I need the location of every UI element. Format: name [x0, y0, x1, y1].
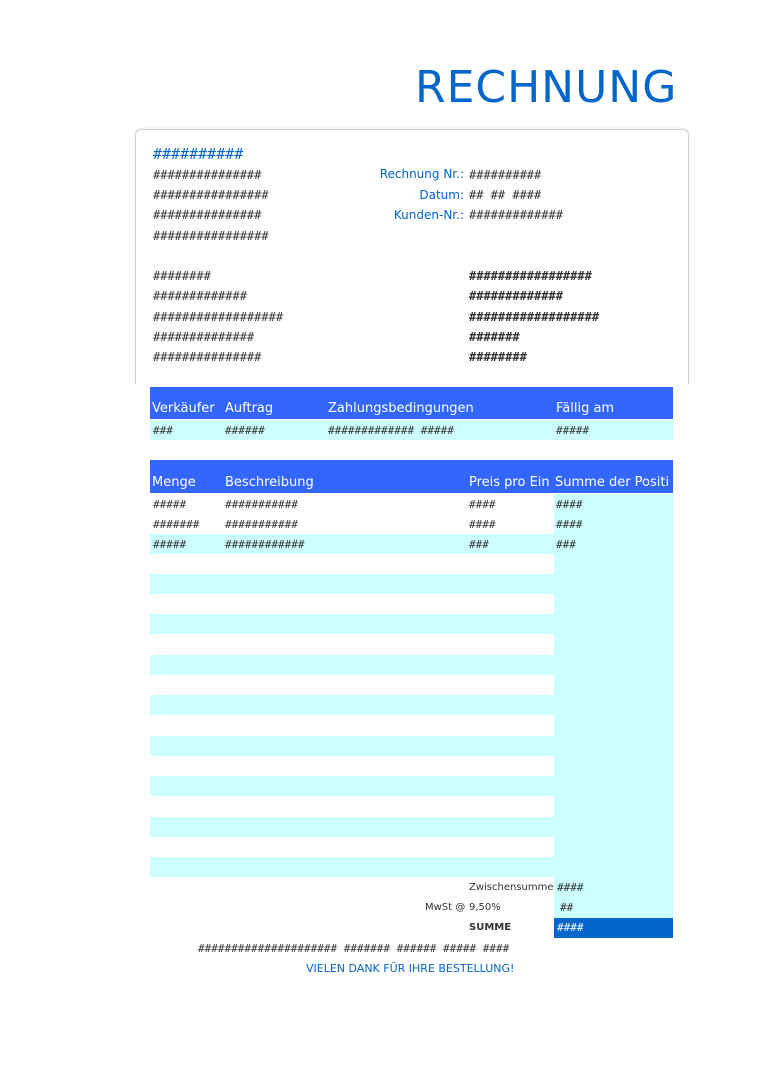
item-description: ###########: [225, 498, 298, 511]
item-unit-price: ###: [469, 538, 489, 551]
bill-to-line-3: ##################: [153, 310, 284, 324]
customer-number-label: Kunden-Nr.:: [393, 208, 464, 222]
item-description: ###########: [225, 518, 298, 531]
table-row: [150, 494, 673, 514]
table-row-stripe: [150, 574, 554, 594]
company-address-line-3: ###############: [153, 208, 262, 222]
bill-to-line-4: ##############: [153, 330, 255, 344]
ship-to-line-2: #############: [469, 289, 563, 303]
total-value: ####: [557, 921, 584, 934]
invoice-title: RECHNUNG: [415, 62, 678, 113]
item-qty: #####: [153, 538, 187, 551]
bill-to-line-1: ########: [153, 269, 211, 283]
table-row-stripe: [150, 655, 554, 675]
order-info-row: [150, 420, 673, 440]
header-line-total: Summe der Positi: [555, 475, 670, 490]
line-total-column: [554, 494, 673, 938]
table-row-stripe: [150, 857, 554, 877]
ship-to-line-3: ##################: [469, 310, 600, 324]
date-value: ## ## ####: [469, 188, 542, 202]
item-unit-price: ####: [469, 498, 496, 511]
order-due: #####: [556, 424, 590, 437]
bill-to-line-2: #############: [153, 289, 247, 303]
company-name: ##########: [153, 145, 244, 163]
subtotal-value: ####: [557, 881, 584, 894]
header-due-date: Fällig am: [556, 401, 615, 416]
ship-to-line-4: #######: [469, 330, 520, 344]
order-info-header: [150, 387, 673, 419]
thank-you-note: VIELEN DANK FÜR IHRE BESTELLUNG!: [306, 962, 515, 975]
vat-value: ##: [560, 901, 574, 914]
item-line-total: ####: [556, 498, 583, 511]
table-row-stripe: [150, 695, 554, 715]
vat-rate: 9,50%: [469, 902, 501, 913]
items-header: [150, 460, 673, 493]
footer-company-line: ##################### ####### ###### ##### ####: [198, 942, 510, 955]
subtotal-label: Zwischensumme: [469, 882, 554, 893]
header-order: Auftrag: [225, 401, 274, 416]
table-row-stripe: [150, 614, 554, 634]
table-row-stripe: [150, 736, 554, 756]
company-address-line-4: ################: [153, 229, 269, 243]
item-unit-price: ####: [469, 518, 496, 531]
total-label: SUMME: [469, 922, 512, 933]
invoice-number-label: Rechnung Nr.:: [379, 167, 464, 181]
company-address-line-2: ################: [153, 188, 269, 202]
ship-to-line-5: ########: [469, 350, 527, 364]
invoice-number-value: ##########: [469, 168, 542, 182]
header-qty: Menge: [152, 475, 196, 490]
vat-label: MwSt @: [425, 902, 466, 913]
order-seller: ###: [153, 424, 173, 437]
item-line-total: ###: [556, 538, 576, 551]
company-address-line-1: ###############: [153, 168, 262, 182]
table-row-stripe: [150, 817, 554, 837]
date-label: Datum:: [419, 188, 464, 202]
ship-to-line-1: #################: [469, 269, 592, 283]
customer-number-value: #############: [469, 208, 563, 222]
bill-to-line-5: ###############: [153, 350, 262, 364]
item-description: ############: [225, 538, 305, 551]
header-payment-terms: Zahlungsbedingungen: [328, 401, 474, 416]
order-number: ######: [225, 424, 265, 437]
header-unit-price: Preis pro Ein: [469, 475, 550, 490]
item-qty: #####: [153, 498, 187, 511]
table-row: [150, 514, 673, 534]
item-qty: #######: [153, 518, 200, 531]
header-description: Beschreibung: [225, 475, 314, 490]
item-line-total: ####: [556, 518, 583, 531]
order-payment-terms: ############# #####: [328, 424, 454, 437]
table-row-stripe: [150, 776, 554, 796]
header-seller: Verkäufer: [152, 401, 215, 416]
table-row: [150, 534, 673, 554]
